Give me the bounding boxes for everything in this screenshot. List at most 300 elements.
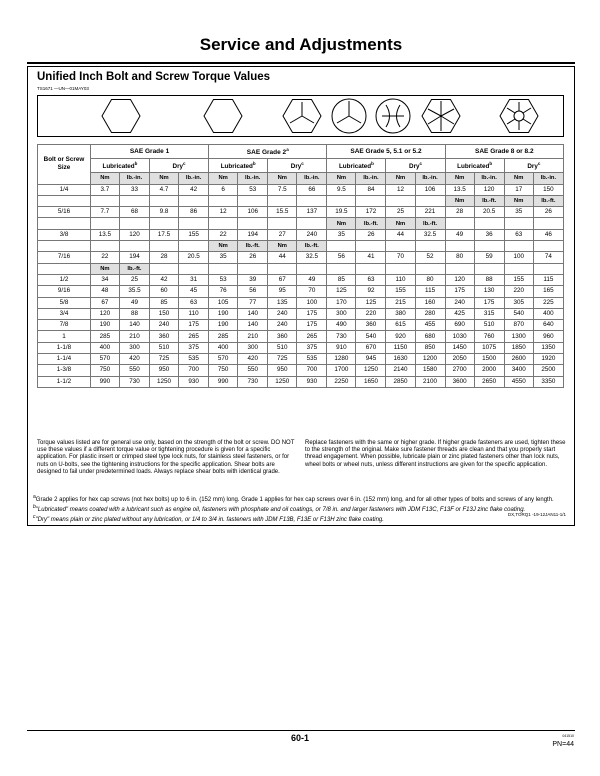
blank-cell	[268, 195, 297, 206]
unit-nm-header: Nm	[209, 173, 238, 184]
torque-cell: 67	[90, 297, 119, 308]
torque-cell: 56	[327, 252, 356, 263]
blank-cell	[415, 241, 445, 252]
torque-cell: 22	[209, 229, 238, 240]
blank-cell	[445, 218, 474, 229]
torque-cell: 535	[179, 354, 209, 365]
torque-cell: 172	[356, 207, 386, 218]
unit-nm-header: Nm	[386, 173, 415, 184]
torque-cell: 730	[327, 331, 356, 342]
torque-cell: 106	[415, 184, 445, 195]
torque-cell: 80	[445, 252, 474, 263]
torque-cell: 850	[415, 342, 445, 353]
torque-cell: 140	[238, 308, 268, 319]
torque-cell: 400	[533, 308, 563, 319]
torque-cell: 570	[209, 354, 238, 365]
unit-change-cell: Nm	[445, 195, 474, 206]
torque-cell: 175	[297, 320, 327, 331]
torque-cell: 240	[268, 308, 297, 319]
torque-cell: 3400	[504, 365, 533, 376]
torque-cell: 240	[297, 229, 327, 240]
blank-cell	[179, 195, 209, 206]
torque-cell: 9.5	[327, 184, 356, 195]
blank-cell	[327, 263, 356, 274]
blank-cell	[445, 263, 474, 274]
table-row	[38, 376, 564, 387]
torque-cell: 44	[268, 252, 297, 263]
footnote-c-mark: c	[33, 514, 36, 521]
torque-cell: 42	[150, 274, 179, 285]
torque-cell: 315	[474, 308, 504, 319]
torque-cell: 725	[268, 354, 297, 365]
unit-change-cell: lb.-ft.	[415, 218, 445, 229]
unit-change-cell: Nm	[268, 241, 297, 252]
torque-cell: 26	[356, 229, 386, 240]
dry-header: Dry$^c$	[504, 159, 563, 173]
torque-cell: 6	[209, 184, 238, 195]
torque-cell: 20.5	[474, 207, 504, 218]
torque-cell: 66	[297, 184, 327, 195]
torque-cell: 1580	[415, 365, 445, 376]
torque-cell: 1850	[504, 342, 533, 353]
torque-cell: 2050	[445, 354, 474, 365]
blank-cell	[38, 195, 91, 206]
size-column-header: Bolt or Screw Size	[38, 145, 91, 185]
unit-change-cell: Nm	[209, 241, 238, 252]
torque-cell: 210	[238, 331, 268, 342]
torque-cell: 3600	[445, 376, 474, 387]
bolt-size-cell: 1/2	[38, 274, 91, 285]
torque-cell: 63	[356, 274, 386, 285]
table-row	[38, 297, 564, 308]
table-row	[38, 342, 564, 353]
torque-cell: 990	[209, 376, 238, 387]
blank-cell	[386, 241, 415, 252]
unit-lbin-header: lb.-in.	[297, 173, 327, 184]
blank-cell	[504, 241, 533, 252]
torque-cell: 750	[209, 365, 238, 376]
torque-cell: 2700	[445, 365, 474, 376]
torque-cell: 17.5	[150, 229, 179, 240]
torque-cell: 640	[533, 320, 563, 331]
bolt-size-cell: 7/16	[38, 252, 91, 263]
blank-cell	[238, 263, 268, 274]
torque-cell: 120	[474, 184, 504, 195]
torque-cell: 88	[119, 308, 149, 319]
dry-header: Dry$^c$	[150, 159, 209, 173]
blank-cell	[297, 218, 327, 229]
torque-table	[37, 144, 564, 388]
torque-cell: 1920	[533, 354, 563, 365]
unit-change-cell: Nm	[90, 263, 119, 274]
torque-cell: 44	[386, 229, 415, 240]
torque-cell: 570	[90, 354, 119, 365]
bolt-size-cell: 7/8	[38, 320, 91, 331]
torque-cell: 120	[119, 229, 149, 240]
torque-cell: 2000	[474, 365, 504, 376]
blank-cell	[445, 241, 474, 252]
torque-cell: 155	[504, 274, 533, 285]
blank-cell	[119, 218, 149, 229]
blank-cell	[268, 218, 297, 229]
grade-2-header: SAE Grade 2$^a$	[209, 145, 327, 159]
torque-cell: 155	[179, 229, 209, 240]
section-title: Unified Inch Bolt and Screw Torque Values	[37, 71, 271, 83]
torque-cell: 455	[415, 320, 445, 331]
blank-cell	[415, 263, 445, 274]
bolt-size-cell: 5/16	[38, 207, 91, 218]
torque-cell: 100	[504, 252, 533, 263]
blank-cell	[90, 195, 119, 206]
blank-cell	[386, 263, 415, 274]
torque-cell: 130	[474, 286, 504, 297]
unit-lbin-header: lb.-in.	[415, 173, 445, 184]
torque-cell: 25	[386, 207, 415, 218]
torque-cell: 76	[209, 286, 238, 297]
torque-cell: 13.5	[90, 229, 119, 240]
torque-cell: 2100	[415, 376, 445, 387]
torque-cell: 86	[179, 207, 209, 218]
icon-row-border	[38, 96, 564, 137]
footnote-c: $^c$"Dry" means plain or zinc plated without any lubrication, or 1/4 to 3/4 in. fasteners with JDM F13B, F13E or F13H zinc flake coating.	[33, 514, 384, 524]
torque-cell: 375	[179, 342, 209, 353]
torque-cell: 550	[119, 365, 149, 376]
unit-lbin-header: lb.-in.	[533, 173, 563, 184]
dry-header: Dry$^c$	[386, 159, 445, 173]
torque-cell: 1200	[415, 354, 445, 365]
table-row	[38, 184, 564, 195]
torque-table-body	[38, 184, 564, 387]
torque-cell: 175	[297, 308, 327, 319]
torque-cell: 910	[327, 342, 356, 353]
torque-cell: 39	[238, 274, 268, 285]
torque-cell: 36	[474, 229, 504, 240]
torque-cell: 285	[209, 331, 238, 342]
unit-nm-header: Nm	[445, 173, 474, 184]
torque-cell: 300	[327, 308, 356, 319]
blank-cell	[386, 195, 415, 206]
table-row	[38, 320, 564, 331]
torque-cell: 125	[356, 297, 386, 308]
torque-cell: 22	[90, 252, 119, 263]
torque-cell: 140	[238, 320, 268, 331]
torque-cell: 680	[415, 331, 445, 342]
torque-cell: 2850	[386, 376, 415, 387]
torque-cell: 945	[356, 354, 386, 365]
torque-cell: 240	[445, 297, 474, 308]
unit-nm-header: Nm	[268, 173, 297, 184]
torque-cell: 760	[474, 331, 504, 342]
torque-cell: 615	[386, 320, 415, 331]
blank-cell	[533, 241, 563, 252]
title-rule	[27, 62, 575, 64]
torque-cell: 950	[268, 365, 297, 376]
condition-header-row	[38, 159, 564, 173]
doc-code: DX,TORQ1 -19-12JAN11-1/1	[507, 512, 566, 517]
blank-cell	[504, 218, 533, 229]
table-row	[38, 229, 564, 240]
torque-cell: 150	[533, 184, 563, 195]
torque-cell: 425	[445, 308, 474, 319]
torque-cell: 56	[238, 286, 268, 297]
bolt-size-cell: 1-1/2	[38, 376, 91, 387]
unit-change-cell: Nm	[504, 195, 533, 206]
torque-cell: 360	[356, 320, 386, 331]
blank-cell	[474, 218, 504, 229]
torque-cell: 175	[474, 297, 504, 308]
torque-cell: 26	[533, 207, 563, 218]
blank-cell	[90, 218, 119, 229]
torque-cell: 165	[533, 286, 563, 297]
torque-cell: 53	[209, 274, 238, 285]
torque-cell: 9.8	[150, 207, 179, 218]
table-row	[38, 252, 564, 263]
unit-nm-header: Nm	[504, 173, 533, 184]
grade-8-header: SAE Grade 8 or 8.2	[445, 145, 563, 159]
torque-cell: 155	[386, 286, 415, 297]
blank-cell	[297, 195, 327, 206]
page-title: Service and Adjustments	[199, 35, 403, 54]
torque-cell: 33	[119, 184, 149, 195]
small-code: 041510	[562, 734, 574, 738]
unit-lbin-header: lb.-in.	[356, 173, 386, 184]
torque-cell: 380	[386, 308, 415, 319]
torque-cell: 135	[268, 297, 297, 308]
torque-cell: 115	[415, 286, 445, 297]
torque-cell: 140	[119, 320, 149, 331]
torque-cell: 70	[386, 252, 415, 263]
torque-cell: 1700	[327, 365, 356, 376]
torque-cell: 150	[150, 308, 179, 319]
blank-cell	[119, 241, 149, 252]
torque-cell: 1350	[533, 342, 563, 353]
torque-cell: 175	[179, 320, 209, 331]
torque-cell: 1030	[445, 331, 474, 342]
grade-5-header: SAE Grade 5, 5.1 or 5.2	[327, 145, 445, 159]
blank-cell	[327, 195, 356, 206]
footnote-a: $^a$Grade 2 applies for hex cap screws (not hex bolts) up to 6 in. (152 mm) long. Grade 1 applies for hex cap screws over 6 in. (152 mm) long, and for all other types of bolts and screws of any length.	[33, 494, 554, 503]
torque-cell: 400	[90, 342, 119, 353]
torque-cell: 34	[90, 274, 119, 285]
torque-cell: 1300	[504, 331, 533, 342]
blank-cell	[150, 195, 179, 206]
bolt-size-cell: 1/4	[38, 184, 91, 195]
torque-cell: 48	[90, 286, 119, 297]
footnotes	[33, 494, 569, 525]
torque-cell: 240	[150, 320, 179, 331]
torque-cell: 1250	[150, 376, 179, 387]
torque-cell: 360	[268, 331, 297, 342]
torque-cell: 2650	[474, 376, 504, 387]
bolt-size-cell: 1-1/4	[38, 354, 91, 365]
torque-cell: 190	[90, 320, 119, 331]
torque-cell: 70	[297, 286, 327, 297]
torque-cell: 700	[179, 365, 209, 376]
bolt-size-cell: 5/8	[38, 297, 91, 308]
page-number: 60-1	[290, 733, 309, 743]
blank-cell	[474, 241, 504, 252]
torque-cell: 420	[119, 354, 149, 365]
unit-lbin-header: lb.-in.	[119, 173, 149, 184]
torque-cell: 221	[415, 207, 445, 218]
torque-cell: 194	[119, 252, 149, 263]
unit-change-cell: lb.-ft.	[474, 195, 504, 206]
footnote-b: $^b$"Lubricated" means coated with a lubricant such as engine oil, fasteners with phosphate and oil coatings, or 7/8 in. and larger fasteners with JDM F13C, F13F or F13J zinc flake coating.	[33, 504, 526, 514]
torque-cell: 210	[119, 331, 149, 342]
unit-change-row	[38, 263, 564, 274]
torque-cell: 170	[327, 297, 356, 308]
torque-cell: 110	[386, 274, 415, 285]
bolt-size-cell: 1-3/8	[38, 365, 91, 376]
torque-cell: 225	[533, 297, 563, 308]
blank-cell	[533, 263, 563, 274]
torque-cell: 95	[268, 286, 297, 297]
table-row	[38, 308, 564, 319]
torque-cell: 110	[179, 308, 209, 319]
torque-cell: 160	[415, 297, 445, 308]
torque-cell: 1250	[356, 365, 386, 376]
unit-lbin-header: lb.-in.	[179, 173, 209, 184]
unit-change-cell: Nm	[386, 218, 415, 229]
unit-change-cell: lb.-ft.	[238, 241, 268, 252]
blank-cell	[238, 218, 268, 229]
unit-lbin-header: lb.-in.	[238, 173, 268, 184]
unit-nm-header: Nm	[327, 173, 356, 184]
bolt-size-cell: 3/8	[38, 229, 91, 240]
torque-cell: 15.5	[268, 207, 297, 218]
torque-cell: 510	[474, 320, 504, 331]
torque-cell: 4550	[504, 376, 533, 387]
bolt-head-icons	[37, 95, 564, 137]
torque-cell: 535	[297, 354, 327, 365]
table-row	[38, 286, 564, 297]
torque-cell: 550	[238, 365, 268, 376]
unit-nm-header: Nm	[90, 173, 119, 184]
torque-cell: 215	[386, 297, 415, 308]
torque-cell: 920	[386, 331, 415, 342]
blank-cell	[238, 195, 268, 206]
torque-cell: 3350	[533, 376, 563, 387]
unit-change-cell: lb.-ft.	[297, 241, 327, 252]
lubricated-header: Lubricated$^b$	[90, 159, 149, 173]
torque-cell: 77	[238, 297, 268, 308]
torque-cell: 32.5	[415, 229, 445, 240]
torque-cell: 12	[209, 207, 238, 218]
footnote-b-mark: b	[33, 504, 36, 511]
blank-cell	[150, 241, 179, 252]
torque-cell: 120	[445, 274, 474, 285]
torque-cell: 12	[386, 184, 415, 195]
dry-header: Dry$^c$	[268, 159, 327, 173]
torque-cell: 510	[268, 342, 297, 353]
torque-cell: 1250	[268, 376, 297, 387]
table-row	[38, 331, 564, 342]
blank-cell	[356, 241, 386, 252]
unit-change-cell: Nm	[327, 218, 356, 229]
torque-cell: 41	[356, 252, 386, 263]
torque-cell: 106	[238, 207, 268, 218]
blank-cell	[415, 195, 445, 206]
hex-head-grade1-icon	[102, 100, 140, 133]
torque-cell: 1650	[356, 376, 386, 387]
torque-cell: 220	[356, 308, 386, 319]
torque-cell: 540	[504, 308, 533, 319]
torque-cell: 2250	[327, 376, 356, 387]
blank-cell	[150, 263, 179, 274]
torque-cell: 1280	[327, 354, 356, 365]
torque-cell: 725	[150, 354, 179, 365]
torque-cell: 190	[209, 320, 238, 331]
blank-cell	[38, 218, 91, 229]
torque-cell: 85	[150, 297, 179, 308]
blank-cell	[356, 263, 386, 274]
torque-cell: 265	[297, 331, 327, 342]
torque-cell: 105	[209, 297, 238, 308]
torque-cell: 59	[474, 252, 504, 263]
torque-cell: 960	[533, 331, 563, 342]
blank-cell	[90, 241, 119, 252]
torque-cell: 28	[445, 207, 474, 218]
torque-cell: 20.5	[179, 252, 209, 263]
bolt-size-cell: 3/4	[38, 308, 91, 319]
torque-cell: 300	[238, 342, 268, 353]
blank-cell	[150, 218, 179, 229]
blank-cell	[209, 195, 238, 206]
bolt-size-cell: 1	[38, 331, 91, 342]
torque-cell: 700	[297, 365, 327, 376]
torque-cell: 49	[297, 274, 327, 285]
blank-cell	[504, 263, 533, 274]
blank-cell	[38, 241, 91, 252]
blank-cell	[268, 263, 297, 274]
table-row	[38, 207, 564, 218]
torque-cell: 84	[356, 184, 386, 195]
torque-cell: 63	[504, 229, 533, 240]
torque-cell: 265	[179, 331, 209, 342]
grade-1-header: SAE Grade 1	[90, 145, 208, 159]
bottom-rule	[27, 730, 575, 731]
torque-cell: 27	[268, 229, 297, 240]
torque-cell: 2600	[504, 354, 533, 365]
torque-cell: 2500	[533, 365, 563, 376]
torque-cell: 280	[415, 308, 445, 319]
torque-cell: 26	[238, 252, 268, 263]
unit-header-row	[38, 173, 564, 184]
blank-cell	[179, 218, 209, 229]
torque-cell: 1150	[386, 342, 415, 353]
torque-cell: 17	[504, 184, 533, 195]
torque-cell: 990	[90, 376, 119, 387]
hex-head-grade2-icon	[204, 100, 242, 133]
bolt-head-markings-svg	[37, 95, 564, 137]
torque-cell: 730	[238, 376, 268, 387]
blank-cell	[327, 241, 356, 252]
bolt-size-cell: 1-1/8	[38, 342, 91, 353]
torque-cell: 31	[179, 274, 209, 285]
unit-nm-header: Nm	[150, 173, 179, 184]
torque-cell: 100	[297, 297, 327, 308]
torque-cell: 4.7	[150, 184, 179, 195]
torque-cell: 68	[119, 207, 149, 218]
torque-cell: 32.5	[297, 252, 327, 263]
torque-cell: 194	[238, 229, 268, 240]
bolt-size-cell: 9/16	[38, 286, 91, 297]
torque-cell: 19.5	[327, 207, 356, 218]
torque-cell: 28	[150, 252, 179, 263]
general-use-note: Torque values listed are for general use only, based on the strength of the bolt or screw. DO NOT use these values if a different torque value or tightening procedure is given for a specific application. For plastic insert or crimped steel type lock nuts, for stainless steel fasteners, or for nuts on U-bolts, see the tightening instructions for the specific application. Shear bolts are designed to fail under predetermined loads. Always replace shear bolts with identical grade.	[37, 440, 295, 475]
torque-cell: 74	[533, 252, 563, 263]
blank-cell	[356, 195, 386, 206]
